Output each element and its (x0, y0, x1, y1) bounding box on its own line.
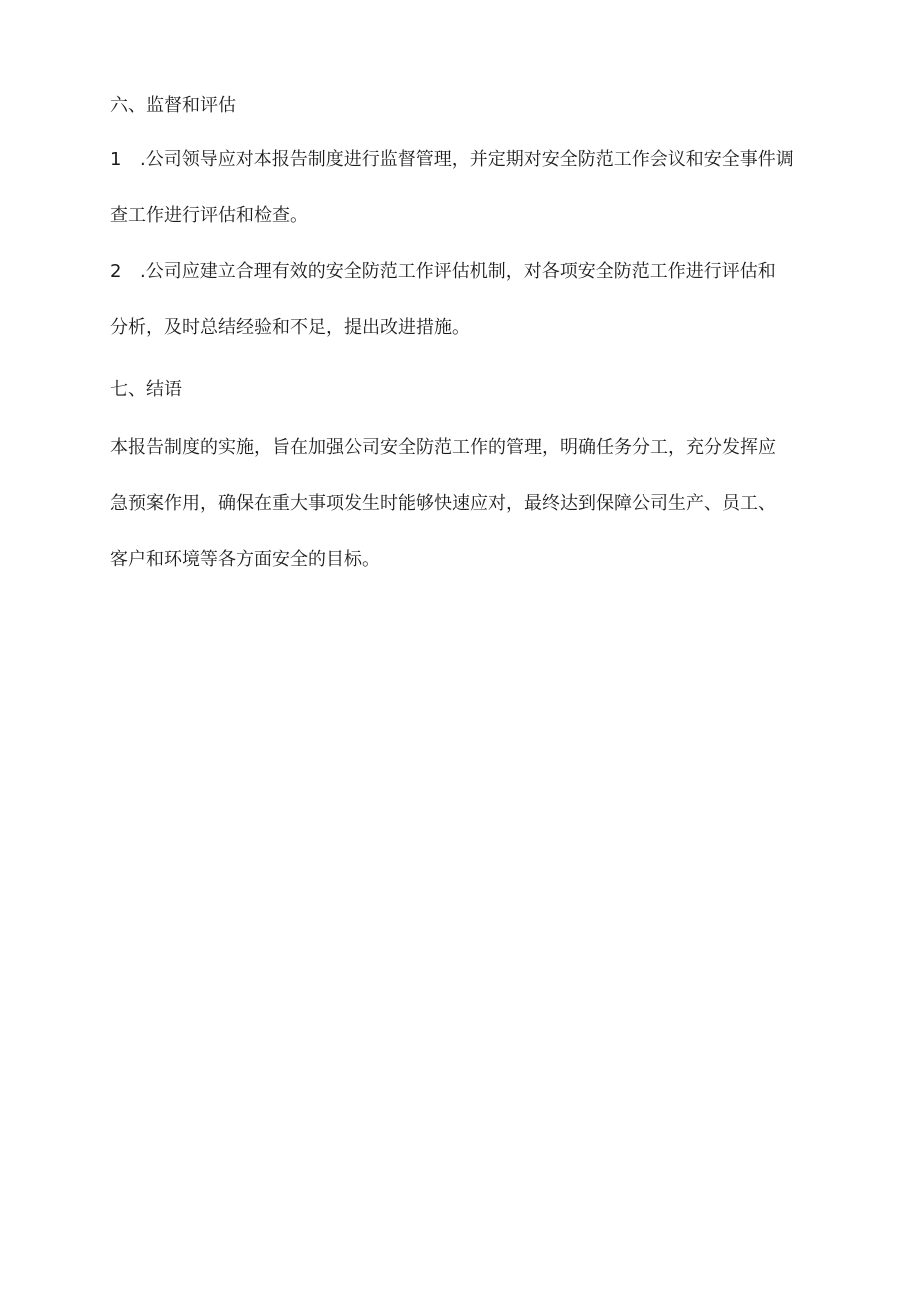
section-heading-conclusion (110, 376, 182, 404)
list-number: 1 (110, 149, 122, 170)
paragraph-line: 查工作进行评估和检查。 (110, 205, 308, 226)
conclusion-paragraph (110, 434, 776, 574)
section-heading: 七、结语 (110, 379, 182, 400)
section-heading: 六、监督和评估 (110, 95, 236, 116)
list-item-2 (110, 258, 776, 342)
paragraph-line: 客户和环境等各方面安全的目标。 (110, 549, 380, 570)
list-item-1 (110, 146, 794, 230)
paragraph-line: 急预案作用，确保在重大事项发生时能够快速应对，最终达到保障公司生产、员工、 (110, 493, 776, 514)
paragraph-line: 分析，及时总结经验和不足，提出改进措施。 (110, 317, 470, 338)
paragraph-line: 本报告制度的实施，旨在加强公司安全防范工作的管理，明确任务分工，充分发挥应 (110, 437, 776, 458)
paragraph-line (110, 146, 794, 174)
list-text: .公司领导应对本报告制度进行监督管理，并定期对安全防范工作会议和安全事件调 (140, 149, 794, 170)
list-text: .公司应建立合理有效的安全防范工作评估机制，对各项安全防范工作进行评估和 (140, 261, 776, 282)
section-heading-supervision (110, 92, 236, 120)
paragraph-line (110, 258, 776, 286)
list-number: 2 (110, 261, 122, 282)
